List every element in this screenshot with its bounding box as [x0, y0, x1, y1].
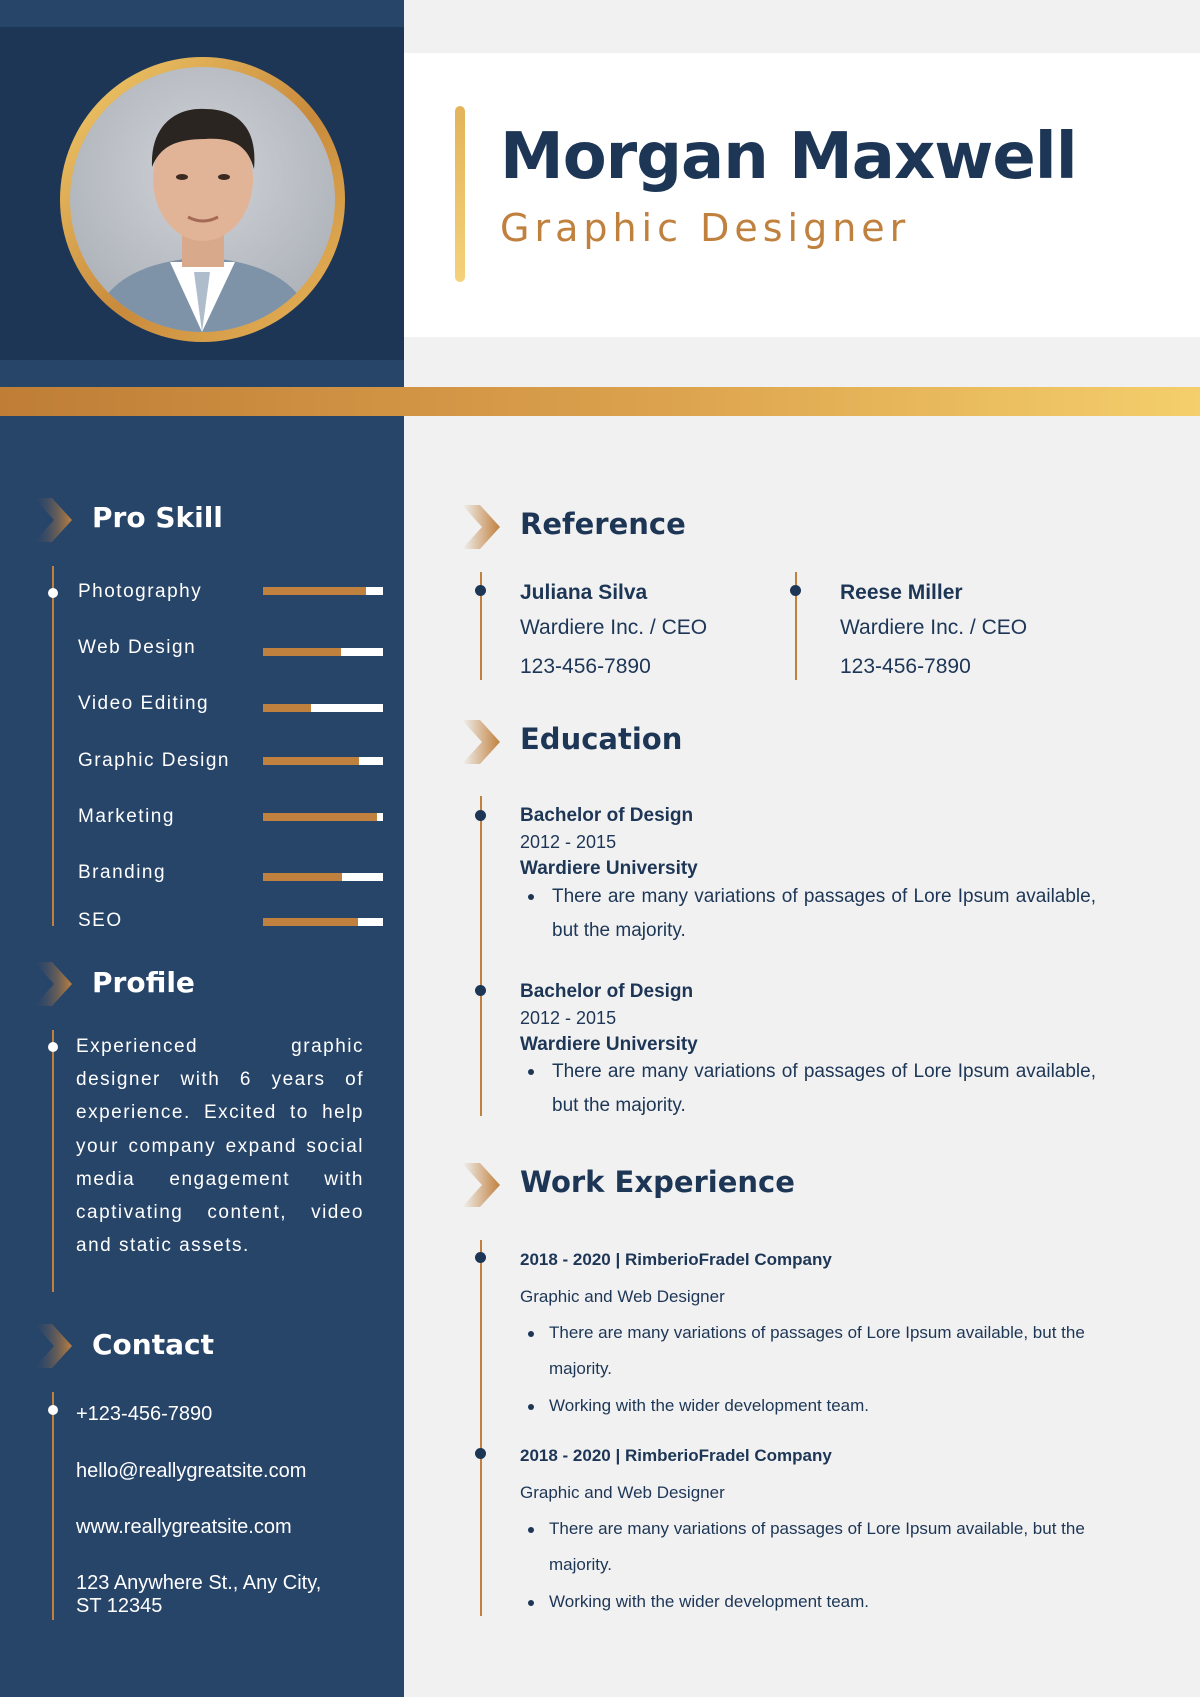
work-role: Graphic and Web Designer [520, 1483, 725, 1502]
job-title: Graphic Designer [500, 206, 911, 250]
skill-label: SEO [78, 910, 123, 931]
profile-timeline-dot [48, 1042, 58, 1052]
contact-address-line2: ST 12345 [76, 1595, 163, 1617]
skill-bar-fill [263, 587, 366, 595]
bullet-icon [528, 894, 534, 900]
skill-bar [263, 704, 383, 712]
skill-label: Marketing [78, 806, 175, 827]
skill-bar [263, 648, 383, 656]
skill-bar-fill [263, 648, 341, 656]
header-box [404, 53, 1200, 337]
chevron-right-icon [462, 1163, 500, 1207]
education-dot [475, 810, 486, 821]
work-bullet: Working with the wider development team. [549, 1388, 1109, 1424]
skill-bar-fill [263, 813, 377, 821]
person-name: Morgan Maxwell [500, 120, 1077, 194]
skill-label: Graphic Design [78, 750, 230, 771]
education-dot [475, 985, 486, 996]
work-dot [475, 1252, 486, 1263]
contact-website[interactable]: www.reallygreatsite.com [76, 1516, 292, 1538]
skill-bar-fill [263, 757, 359, 765]
reference-phone: 123-456-7890 [520, 655, 651, 678]
chevron-right-icon [462, 720, 500, 764]
skill-bar [263, 918, 383, 926]
skill-bar [263, 587, 383, 595]
work-bullet: Working with the wider development team. [549, 1584, 1109, 1620]
education-heading: Education [520, 722, 683, 756]
reference-heading: Reference [520, 507, 686, 541]
header-accent-bar [455, 106, 465, 282]
profile-timeline-line [52, 1030, 54, 1292]
gold-divider-stripe [0, 387, 1200, 416]
contact-email[interactable]: hello@reallygreatsite.com [76, 1460, 307, 1482]
reference-name: Reese Miller [840, 581, 963, 604]
chevron-right-icon [34, 1324, 72, 1368]
work-period-company: 2018 - 2020 | RimberioFradel Company [520, 1446, 832, 1465]
skill-label: Web Design [78, 637, 197, 658]
work-dot [475, 1448, 486, 1459]
contact-timeline-dot [48, 1405, 58, 1415]
contact-phone[interactable]: +123-456-7890 [76, 1403, 213, 1425]
work-heading: Work Experience [520, 1165, 795, 1199]
skill-label: Photography [78, 581, 203, 602]
work-bullet: There are many variations of passages of Lore Ipsum available, but the majority. [549, 1511, 1089, 1583]
bullet-icon [528, 1404, 534, 1410]
reference-phone: 123-456-7890 [840, 655, 971, 678]
skill-bar [263, 873, 383, 881]
education-timeline-line [480, 796, 482, 1116]
skill-label: Branding [78, 862, 167, 883]
bullet-icon [528, 1331, 534, 1337]
person-portrait-icon [70, 67, 335, 332]
education-degree: Bachelor of Design [520, 981, 694, 1002]
education-years: 2012 - 2015 [520, 1008, 617, 1028]
profile-text: Experienced graphic designer with 6 years of experience. Excited to help your company expand social media engagement with captivating content, video and static assets. [76, 1036, 364, 1257]
avatar-ring [60, 57, 345, 342]
education-description: There are many variations of passages of Lore Ipsum available, but the majority. [552, 1055, 1096, 1123]
work-role: Graphic and Web Designer [520, 1287, 725, 1306]
contact-timeline-line [52, 1392, 54, 1620]
skill-bar [263, 813, 383, 821]
education-school: Wardiere University [520, 1034, 698, 1055]
skill-bar [263, 757, 383, 765]
reference-name: Juliana Silva [520, 581, 648, 604]
skills-timeline-dot [48, 588, 58, 598]
education-school: Wardiere University [520, 858, 698, 879]
education-years: 2012 - 2015 [520, 832, 617, 852]
skill-bar-fill [263, 704, 311, 712]
contact-address-line1: 123 Anywhere St., Any City, [76, 1572, 322, 1594]
education-degree: Bachelor of Design [520, 805, 694, 826]
chevron-right-icon [34, 498, 72, 542]
work-period-company: 2018 - 2020 | RimberioFradel Company [520, 1250, 832, 1269]
chevron-right-icon [34, 962, 72, 1006]
skill-label: Video Editing [78, 693, 210, 714]
chevron-right-icon [462, 505, 500, 549]
work-bullet: There are many variations of passages of Lore Ipsum available, but the majority. [549, 1315, 1089, 1387]
bullet-icon [528, 1527, 534, 1533]
work-timeline-line [480, 1240, 482, 1616]
reference-dot-2 [790, 585, 801, 596]
reference-company: Wardiere Inc. / CEO [520, 616, 708, 639]
skills-timeline-line [52, 566, 54, 926]
profile-heading: Profile [92, 966, 195, 999]
bullet-icon [528, 1600, 534, 1606]
contact-heading: Contact [92, 1328, 214, 1361]
skill-bar-fill [263, 918, 358, 926]
reference-dot-1 [475, 585, 486, 596]
skill-bar-fill [263, 873, 342, 881]
reference-company: Wardiere Inc. / CEO [840, 616, 1028, 639]
education-description: There are many variations of passages of Lore Ipsum available, but the majority. [552, 880, 1096, 948]
avatar [70, 67, 335, 332]
bullet-icon [528, 1069, 534, 1075]
skills-heading: Pro Skill [92, 501, 223, 534]
